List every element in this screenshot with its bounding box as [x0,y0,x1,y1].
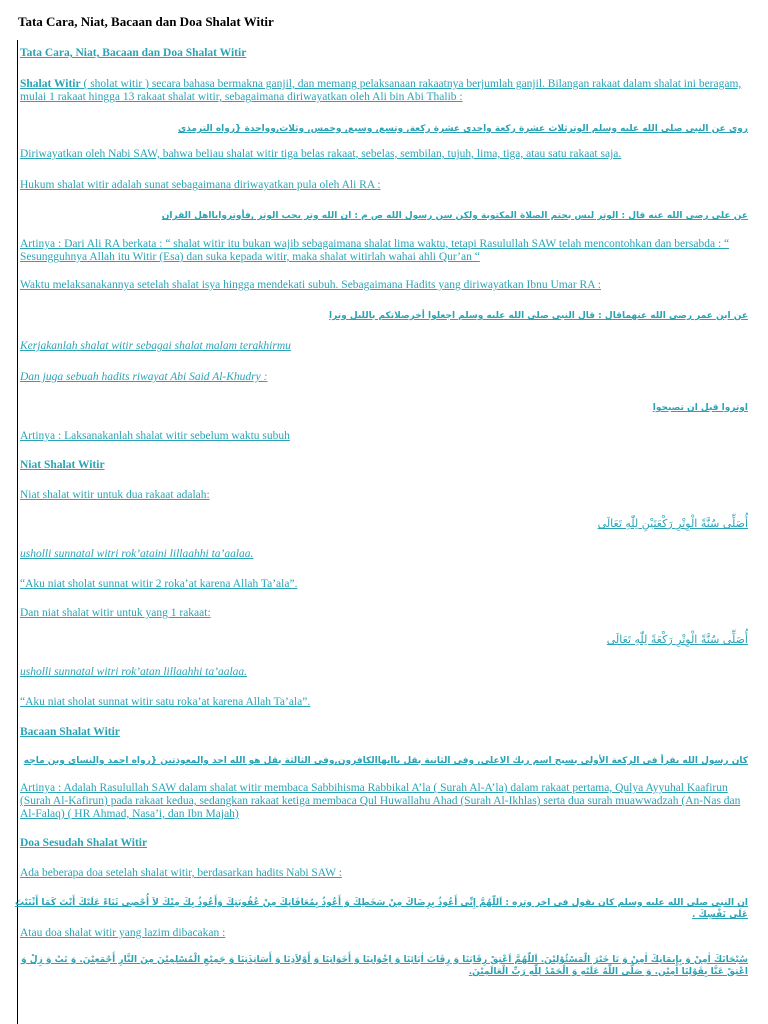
left-margin-rule [17,40,18,1024]
paragraph-aku-niat-satu[interactable]: “Aku niat sholat sunnat witir satu roka’at karena Allah Ta’ala”. [20,696,311,708]
arabic-doa-2[interactable]: سُبْحَانَكَ اٰمِنْ وَ بِإِيمَانِكَ اٰمِنْ وَ يَا خَيْرَ الْمَسْئُوْلِيْنَ. اَللّٰهُمَّ اَعْتِقْ رِقَابَنَا وَ رِقَابَ اٰبَائِنَا وَ اِخْوَانِنَا وَ أَخَوَاتِنَا وَ أَوْلاَدِنَا وَ أَسَاتِذَتِنَا وَ جَمِيْعِ الْمُسْلِمِيْنَ مِنَ النَّارِ أَجْمَعِيْنَ. وَ تَبْ وَ زِلْ وَ اعْتِقْ عَنَّا بِقَوْلِنَا اٰمِيْن. وَ صَلَّى اللّٰهُ عَلَيْهِ وَ الْحَمْدُ لِلّٰهِ رَبِّ الْعَالَمِيْنَ. [21,955,748,977]
arabic-hadith-ali[interactable]: عن على رضى الله عنه قال : الوتر ليس بحتم الصلاة المكتوبة ولكن سن رسول الله ص م : ان الله وتر يحب الوتر ,فأوتروايااهل القران [161,211,748,221]
paragraph-kerjakanlah[interactable]: Kerjakanlah shalat witir sebagai shalat malam terakhirmu [20,340,291,352]
arabic-niat-dua[interactable]: أُصَلِّى سُنَّةً الْوِتْرِ رَكْعَتَيْنِ لِلّٰهِ تَعَالَى [597,517,748,530]
paragraph-riwayat[interactable]: Diriwayatkan oleh Nabi SAW, bahwa beliau shalat witir tiga belas rakaat, sebelas, sembilan, tujuh, lima, tiga, atau satu rakaat saja. [20,148,622,160]
paragraph-hukum[interactable]: Hukum shalat witir adalah sunat sebagaimana diriwayatkan pula oleh Ali RA : [20,179,381,191]
paragraph-niat-dua[interactable]: Niat shalat witir untuk dua rakaat adalah: [20,489,210,501]
paragraph-niat-satu[interactable]: Dan niat shalat witir untuk yang 1 rakaat: [20,607,211,619]
arabic-doa-1[interactable]: ان النبى صلى الله عليه وسلم كان يقول فى اخر وتره : اَللّٰهُمَّ إِنِّى أَعُوذُ بِرِضَاكَ مِنْ سَخَطِكَ وَ أَعُوذُ بِمُعَافَاتِكَ مِنْ عُقُوبَتِكَ وَأَعُوذُ بِكَ مِنْكَ لاَ أُحْصِى ثَنَاءً عَلَيْكَ أَنْتَ كَمَا أَثْنَيْتَ عَلَى نَفْسِكَ . [14,898,748,920]
intro-term: Shalat Witir [20,78,81,90]
paragraph-waktu[interactable]: Waktu melaksanakannya setelah shalat isya hingga mendekati subuh. Sebagaimana Hadits yang diriwayatkan Ibnu Umar RA : [20,279,601,291]
paragraph-abi-said[interactable]: Dan juga sebuah hadits riwayat Abi Said Al-Khudry : [20,371,268,383]
paragraph-artinya-bacaan[interactable]: Artinya : Adalah Rasulullah SAW dalam shalat witir membaca Sabbihisma Rabbikal A’la ( Surah Al-A’la) dalam rakaat pertama, Qulya Ayyuhal Kaafirun (Surah Al-Kafirun) pada rakaat kedua, sedangkan rakaat ketiga membaca Qul Huwallahu Ahad (Surah Al-Ikhlas) serta dua surah muawwadzah (An-Nas dan Al-Falaq) ( HR Ahmad, Nasa’i, dan Ibn Majah) [20,782,741,820]
intro-text: ( sholat witir ) secara bahasa bermakna ganjil, dan memang pelaksanaan rakaatnya berjumlah ganjil. Bilangan rakaat dalam shalat ini beragam, mulai 1 rakaat hingga 13 rakaat shalat witir, sebagaimana diriwayatkan oleh Ali bin Abi Thalib : [20,78,742,103]
arabic-hadith-ibnu-umar[interactable]: عن ابن عمر رضى الله عنهماقال : قال النبى صلى الله عليه وسلم اجعلوا أخرصلاتكم بالليل وترا [329,311,748,321]
translit-niat-satu[interactable]: usholli sunnatal witri rok’atan lillaahhi ta’aalaa. [20,666,248,678]
arabic-bacaan[interactable]: كان رسول الله يقرأ فى الركعة الأولى بسبح اسم ربك الاعلى, وفى الثانية بقل ياايهاالكافرون,وفى الثالثة بقل هو الله احد والمعوذتين {رواه احمد والنساى وبن ماجه [23,756,748,766]
section-heading-link[interactable]: Tata Cara, Niat, Bacaan dan Doa Shalat Witir [20,47,247,59]
arabic-hadith-tirmidzi[interactable]: روى عن النبي صلى الله عليه وسلم الوترثلاث عشرة ركعة واحدى عشرة ركعة, وتسع, وسبع, وخمس, وثلاث,وواحدة {رواه الترمذي [177,124,748,134]
bacaan-heading[interactable]: Bacaan Shalat Witir [20,726,120,738]
paragraph-artinya-ali[interactable]: Artinya : Dari Ali RA berkata : “ shalat witir itu bukan wajib sebagaimana shalat lima waktu, tetapi Rasulullah SAW telah mencontohkan dan bersabda : “ Sesungguhnya Allah itu Witir (Esa) dan suka kepada witir, maka shalat witirlah wahai ahli Qur’an “ [20,238,730,263]
paragraph-doa-lazim[interactable]: Atau doa shalat witir yang lazim dibacakan : [20,927,226,939]
translit-niat-dua[interactable]: usholli sunnatal witri rok’ataini lillaahhi ta’aalaa. [20,548,254,560]
doa-heading[interactable]: Doa Sesudah Shalat Witir [20,837,148,849]
arabic-niat-satu[interactable]: أُصَلِّى سُنَّةً الْوِتْرِ رَكْعَةً لِلّٰهِ تَعَالَى [606,633,748,646]
paragraph-doa-intro[interactable]: Ada beberapa doa setelah shalat witir, berdasarkan hadits Nabi SAW : [20,867,342,879]
paragraph-laksanakanlah[interactable]: Artinya : Laksanakanlah shalat witir sebelum waktu subuh [20,430,290,442]
niat-heading[interactable]: Niat Shalat Witir [20,459,105,471]
page-title: Tata Cara, Niat, Bacaan dan Doa Shalat Witir [18,14,274,29]
intro-paragraph[interactable] [20,78,754,104]
paragraph-aku-niat-dua[interactable]: “Aku niat sholat sunnat witir 2 roka’at karena Allah Ta’ala”. [20,578,298,590]
arabic-autiru[interactable]: اوتروا قبل ان تصبحوا [652,403,748,413]
